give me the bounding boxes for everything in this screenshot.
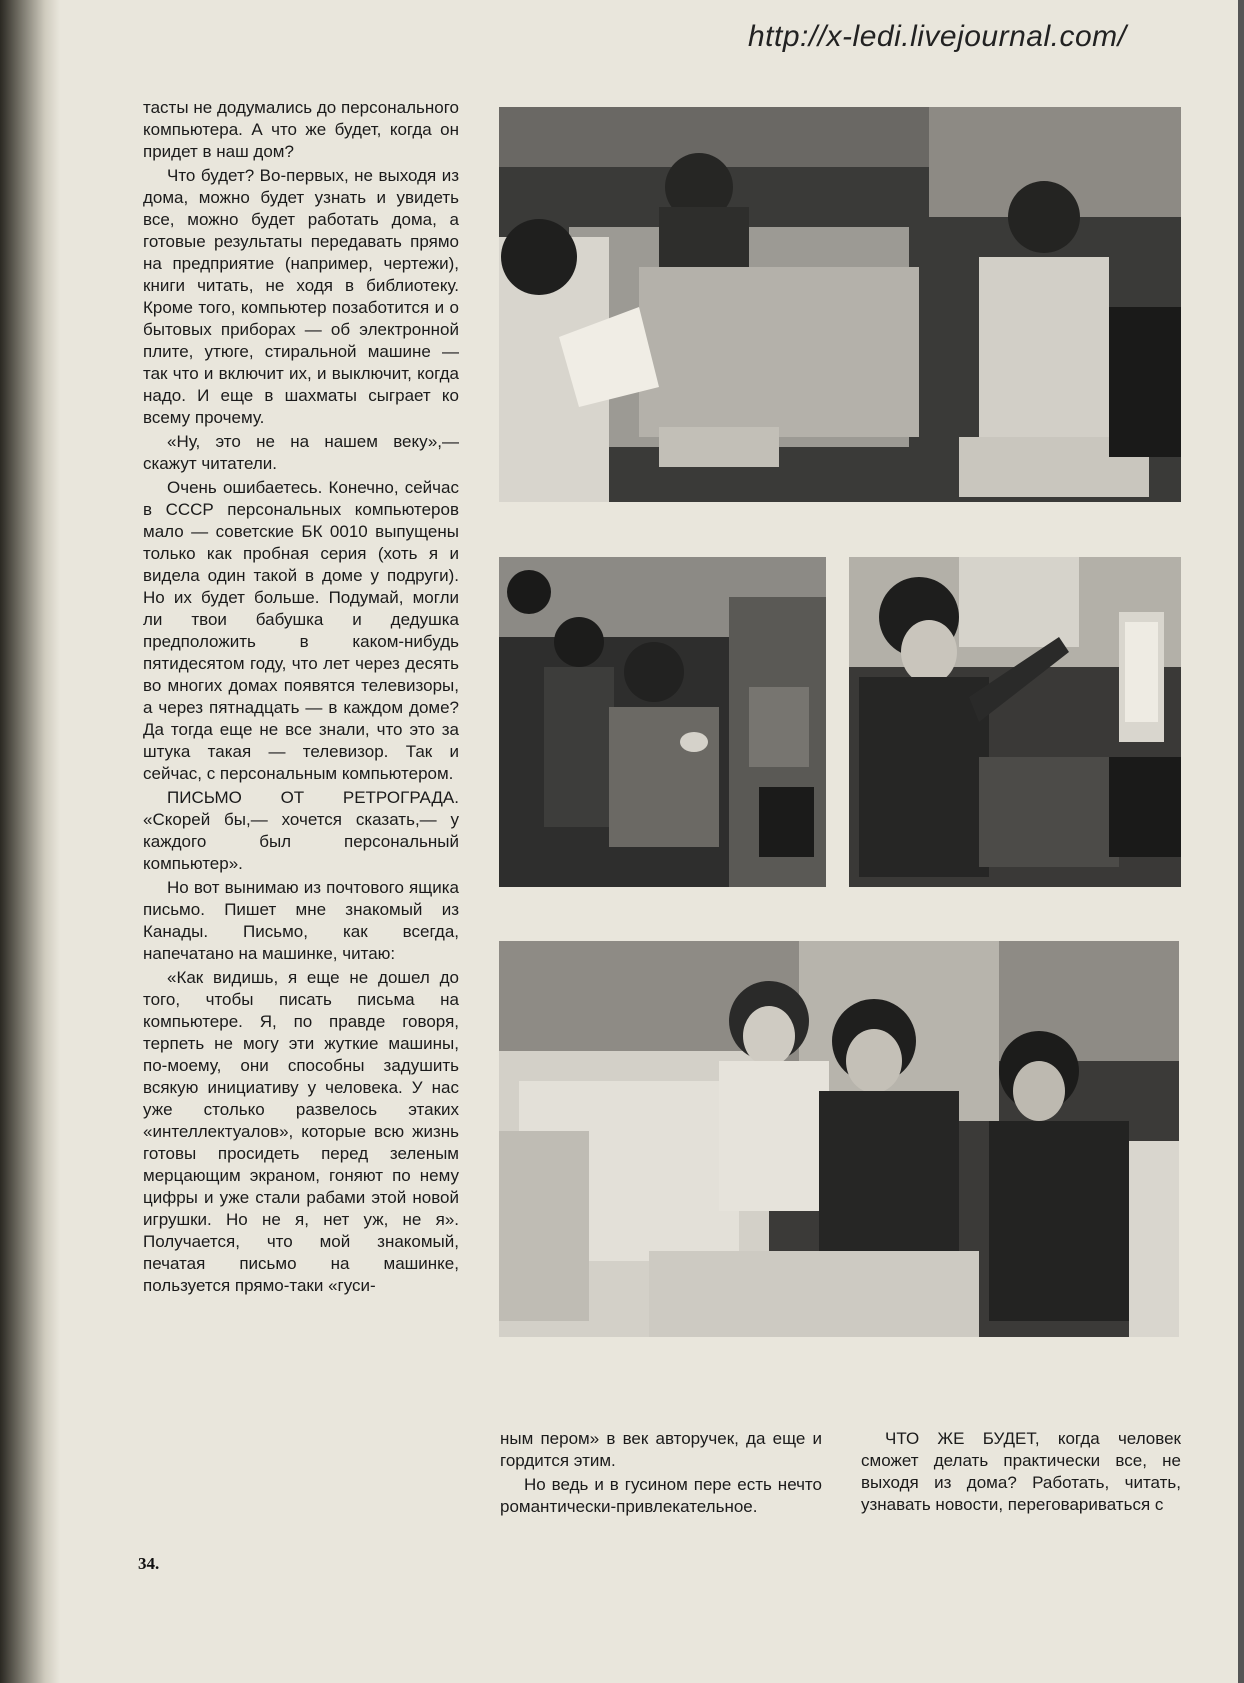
text-column-2 <box>500 1428 822 1520</box>
photo-student-monitor <box>849 557 1181 887</box>
photo-group-at-computer <box>499 941 1179 1337</box>
paragraph: Очень ошибаетесь. Конечно, сейчас в СССР персональных компьютеров мало — советские БК 0010 выпущены только как пробная серия (хоть я и видела один такой в доме у подруги). Но их будет больше. Подумай, могли ли твои бабушка и дедушка предположить в каком-нибудь пятидесятом году, что лет через десять во многих домах появятся телевизоры, а через пятнадцать — в каждом доме? Да тогда еще не все знали, что это за штука такая — телевизор. Так и сейчас, с персональным компьютером. <box>143 478 459 783</box>
paragraph: Но вот вынимаю из почтового ящика письмо. Пишет мне знакомый из Канады. Письмо, как всегда, напечатано на машинке, читаю: <box>143 878 459 963</box>
paragraph: «Как видишь, я еще не дошел до того, чтобы писать письма на компьютере. Я, по правде говоря, терпеть не могу эти жуткие машины, по-моему, они способны задушить всякую инициативу у человека. У нас уже столько развелось этаких «интеллектуалов», которые всю жизнь готовы просидеть перед зеленым мерцающим экраном, гоняют по нему цифры и уже стали рабами этой новой игрушки. Но не я, нет уж, не я». Получается, что мой знакомый, печатая письмо на машинке, пользуется прямо-таки «гуси- <box>143 968 459 1295</box>
text-column-1 <box>143 97 459 1299</box>
paragraph: тасты не додумались до персонального компьютера. А что же будет, когда он придет в наш дом? <box>143 98 459 161</box>
paragraph: ЧТО ЖЕ БУДЕТ, когда человек сможет делать практически все, не выходя из дома? Работать, читать, узнавать новости, переговариваться с <box>861 1429 1181 1514</box>
page-edge <box>1238 0 1244 1683</box>
paragraph: ПИСЬМО ОТ РЕТРОГРАДА. «Скорей бы,— хочется сказать,— у каждого был персональный компьютер». <box>143 788 459 873</box>
text-column-3 <box>861 1428 1181 1518</box>
paragraph: Что будет? Во-первых, не выходя из дома, можно будет узнать и увидеть все, можно будет работать дома, а готовые результаты передавать прямо на предприятие (например, чертежи), книги читать, не ходя в библиотеку. Кроме того, компьютер позаботится и о бытовых приборах — об электронной плите, утюге, стиральной машине — так что и включит их, и выключит, когда надо. И еще в шахматы сыграет ко всему прочему. <box>143 166 459 427</box>
page-spine-shadow <box>0 0 60 1683</box>
paragraph: Но ведь и в гусином пере есть нечто романтически-привлекательное. <box>500 1475 822 1516</box>
paragraph: «Ну, это не на нашем веку»,— скажут читатели. <box>143 432 459 473</box>
page-number: 34. <box>138 1554 160 1573</box>
photo-computer-lab-wide <box>499 107 1181 502</box>
watermark-url[interactable]: http://x-ledi.livejournal.com/ <box>748 20 1127 53</box>
paragraph: ным пером» в век авторучек, да еще и гордится этим. <box>500 1429 822 1470</box>
photo-students-terminal <box>499 557 826 887</box>
